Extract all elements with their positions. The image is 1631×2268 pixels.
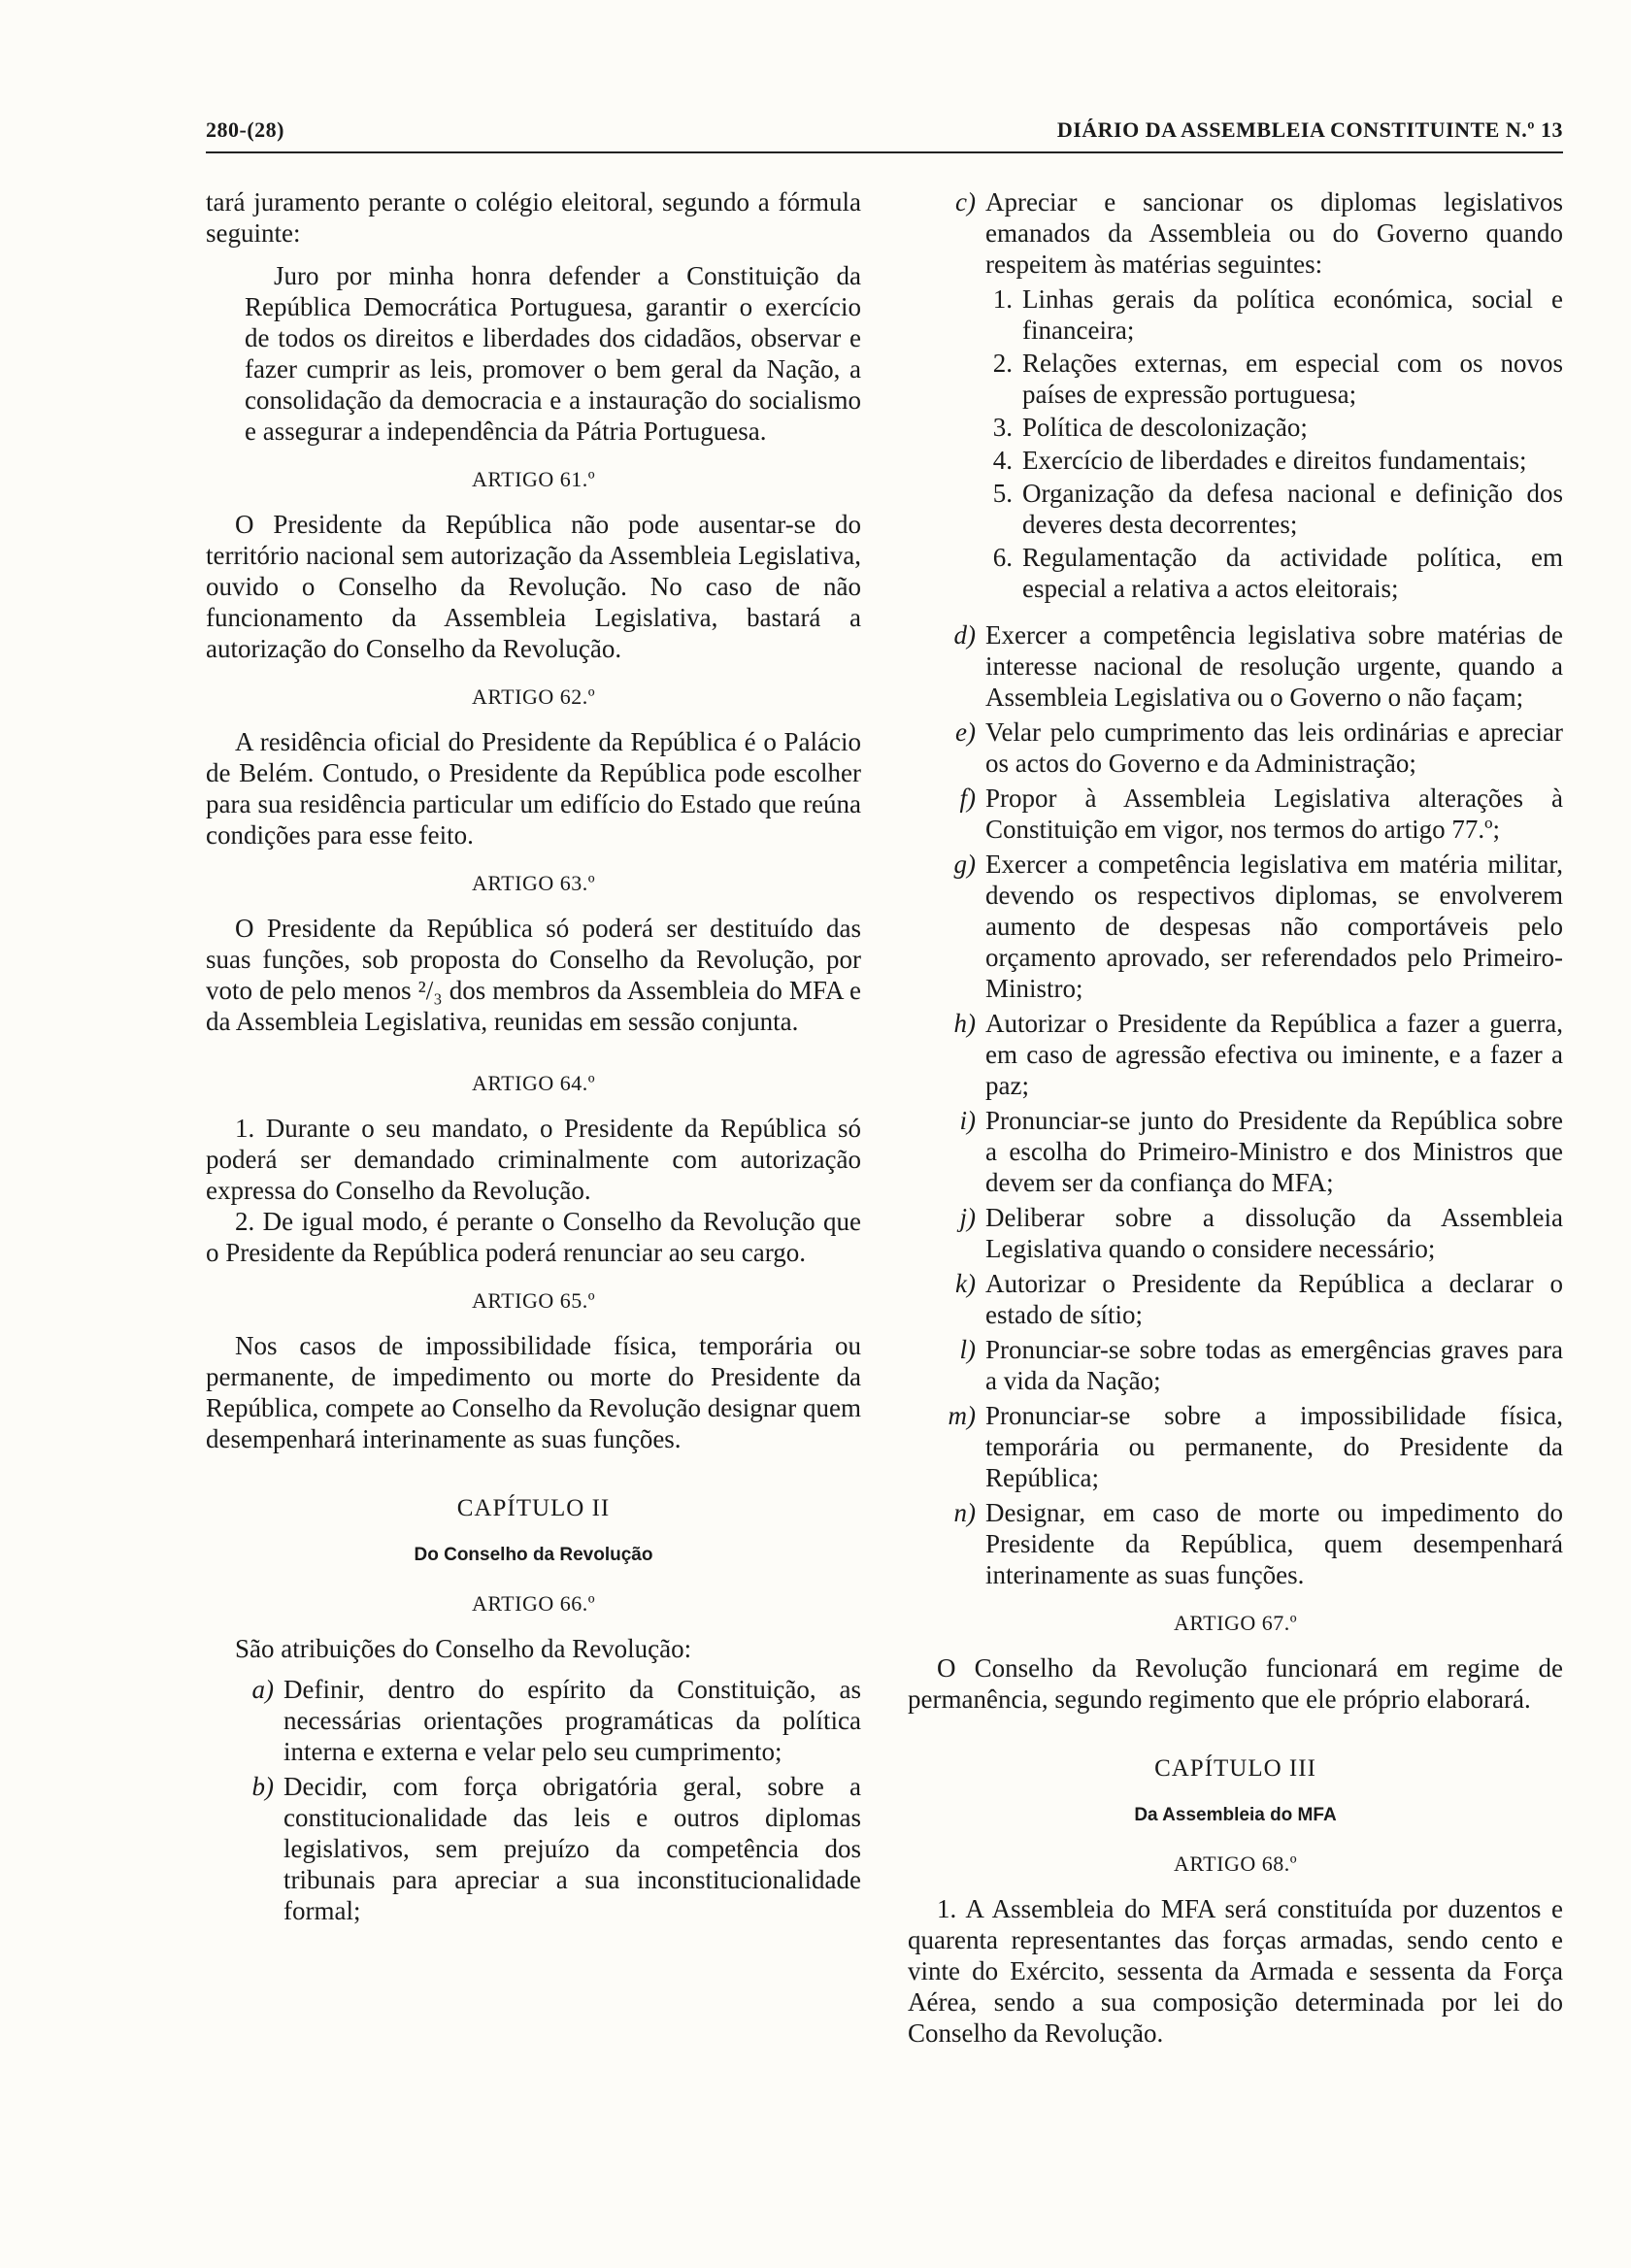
- sub-item-text: Relações externas, em especial com os novos países de expressão portuguesa;: [1022, 349, 1563, 409]
- list-item: [908, 1334, 1563, 1396]
- chapter-3-title: CAPÍTULO III: [1154, 1755, 1316, 1782]
- item-text: Designar, em caso de morte ou impedimento do Presidente da República, quem desempenhará interinamente as suas funções.: [985, 1498, 1563, 1589]
- item-label: h): [953, 1009, 976, 1038]
- publication-title: DIÁRIO DA ASSEMBLEIA CONSTITUINTE N.º 13: [1056, 117, 1563, 142]
- item-label: e): [955, 717, 976, 747]
- list-item: [908, 1400, 1563, 1493]
- list-item: [908, 783, 1563, 845]
- article-67-title: ARTIGO 67.º: [1173, 1611, 1298, 1635]
- sub-item-label: 4.: [992, 446, 1013, 475]
- item-text: Deliberar sobre a dissolução da Assembleia Legislativa quando o considere necessário;: [985, 1203, 1563, 1263]
- list-item: [908, 1105, 1563, 1198]
- item-label: g): [953, 850, 976, 879]
- chapter-2-title: CAPÍTULO II: [456, 1495, 611, 1521]
- article-62-text: A residência oficial do Presidente da República é o Palácio de Belém. Contudo, o Presidente da República pode escolher para sua residência particular um edifício do Estado que reúna condições para esse feito.: [206, 727, 861, 850]
- sub-item-text: Organização da defesa nacional e definição dos deveres desta decorrentes;: [1022, 479, 1563, 539]
- sub-item: [966, 284, 1563, 346]
- list-item: [908, 619, 1563, 713]
- item-label: k): [955, 1269, 976, 1298]
- item-text: Pronunciar-se sobre a impossibilidade física, temporária ou permanente, do Presidente da República;: [985, 1401, 1563, 1492]
- article-63-title: ARTIGO 63.º: [471, 871, 596, 895]
- sub-item-text: Linhas gerais da política económica, social e financeira;: [1022, 284, 1563, 345]
- item-label: l): [959, 1335, 976, 1364]
- oath-paragraph: Juro por minha honra defender a Constituição da República Democrática Portuguesa, garantir o exercício de todos os direitos e liberdades dos cidadãos, observar e fazer cumprir as leis, promover o bem geral da Nação, a consolidação da democracia e a instauração do socialismo e assegurar a independência da Pátria Portuguesa.: [245, 261, 861, 446]
- sub-item: [966, 348, 1563, 410]
- sub-item-label: 1.: [992, 284, 1013, 314]
- item-label: a): [251, 1675, 274, 1704]
- article-62-title: ARTIGO 62.º: [471, 684, 596, 709]
- sub-item-text: Exercício de liberdades e direitos fundamentais;: [1022, 446, 1527, 475]
- item-text: Apreciar e sancionar os diplomas legislativos emanados da Assembleia ou do Governo quando respeitem às matérias seguintes:: [985, 187, 1563, 279]
- item-label: b): [251, 1772, 274, 1801]
- list-item: [908, 1497, 1563, 1590]
- chapter-3-subtitle: Da Assembleia do MFA: [1134, 1805, 1337, 1825]
- article-64-paragraph-2: 2. De igual modo, é perante o Conselho da Revolução que o Presidente da República poderá renunciar ao seu cargo.: [206, 1207, 861, 1267]
- chapter-2-subtitle: Do Conselho da Revolução: [414, 1545, 653, 1565]
- article-67-text: O Conselho da Revolução funcionará em regime de permanência, segundo regimento que ele próprio elaborará.: [908, 1653, 1563, 1714]
- item-text: Decidir, com força obrigatória geral, sobre a constitucionalidade das leis e outros diplomas legislativos, sem prejuízo da competência dos tribunais para apreciar a sua inconstitucionalidade formal;: [283, 1772, 861, 1925]
- columns: [206, 186, 1563, 2049]
- sub-item-label: 2.: [992, 349, 1013, 378]
- list-item: [908, 717, 1563, 779]
- item-text: Autorizar o Presidente da República a fazer a guerra, em caso de agressão efectiva ou iminente, e a fazer a paz;: [985, 1009, 1563, 1100]
- list-item: [206, 1674, 861, 1767]
- item-label: j): [959, 1203, 976, 1232]
- article-68-paragraph-1: 1. A Assembleia do MFA será constituída por duzentos e quarenta representantes das forças armadas, sendo cento e vinte do Exército, sessenta da Armada e sessenta da Força Aérea, sendo a sua composição determinada por lei do Conselho da Revolução.: [908, 1894, 1563, 2048]
- list-item: [908, 186, 1563, 280]
- sub-item: [966, 412, 1563, 443]
- list-item: [206, 1771, 861, 1926]
- list-item: [908, 1202, 1563, 1264]
- item-text: Propor à Assembleia Legislativa alterações à Constituição em vigor, nos termos do artigo 77.º;: [985, 784, 1563, 844]
- item-label: f): [959, 784, 976, 813]
- sub-item: [966, 542, 1563, 604]
- item-text: Pronunciar-se junto do Presidente da República sobre a escolha do Primeiro-Ministro e dos Ministros que devem ser da confiança do MFA;: [985, 1106, 1563, 1197]
- item-label: c): [955, 187, 976, 217]
- item-text: Autorizar o Presidente da República a declarar o estado de sítio;: [985, 1269, 1563, 1329]
- article-68-title: ARTIGO 68.º: [1173, 1851, 1298, 1876]
- article-64-paragraph-1: 1. Durante o seu mandato, o Presidente da República só poderá ser demandado criminalmente com autorização expressa do Conselho da Revolução.: [206, 1114, 861, 1205]
- right-column: [908, 186, 1563, 2049]
- left-column: [206, 186, 861, 2049]
- article-63-text: O Presidente da República só poderá ser destituído das suas funções, sob proposta do Conselho da Revolução, por voto de pelo menos ²/₃ dos membros da Assembleia do MFA e da Assembleia Legislativa, reunidas em sessão conjunta.: [206, 914, 861, 1036]
- item-label: d): [953, 620, 976, 650]
- sub-item: [966, 478, 1563, 540]
- article-65-text: Nos casos de impossibilidade física, temporária ou permanente, de impedimento ou morte do Presidente da República, compete ao Conselho da Revolução designar quem desempenhará interinamente as suas funções.: [206, 1331, 861, 1453]
- article-66-lead: São atribuições do Conselho da Revolução:: [235, 1634, 692, 1663]
- item-text: Definir, dentro do espírito da Constituição, as necessárias orientações programáticas da política interna e externa e velar pelo seu cumprimento;: [283, 1675, 861, 1766]
- article-61-title: ARTIGO 61.º: [471, 467, 596, 491]
- sub-item-label: 6.: [992, 543, 1013, 572]
- article-61-text: O Presidente da República não pode ausentar-se do território nacional sem autorização da Assembleia Legislativa, ouvido o Conselho da Revolução. No caso de não funcionamento da Assembleia Legislativa, bastará a autorização do Conselho da Revolução.: [206, 510, 861, 663]
- list-item: [908, 1268, 1563, 1330]
- intro-paragraph: tará juramento perante o colégio eleitoral, segundo a fórmula seguinte:: [206, 187, 861, 248]
- sub-item-text: Política de descolonização;: [1022, 413, 1308, 442]
- article-66-title: ARTIGO 66.º: [471, 1591, 596, 1616]
- item-text: Exercer a competência legislativa em matéria militar, devendo os respectivos diplomas, se envolverem aumento de despesas não comportáveis pelo orçamento aprovado, ser referendados pelo Primeiro-Ministro;: [985, 850, 1563, 1003]
- item-text: Velar pelo cumprimento das leis ordinárias e apreciar os actos do Governo e da Administração;: [985, 717, 1563, 778]
- list-item: [908, 1008, 1563, 1101]
- item-label: n): [953, 1498, 976, 1527]
- page-number: 280-(28): [206, 117, 284, 142]
- item-label: i): [959, 1106, 976, 1135]
- page-header: [206, 115, 1563, 153]
- item-text: Exercer a competência legislativa sobre matérias de interesse nacional de resolução urgente, quando a Assembleia Legislativa ou o Governo o não façam;: [985, 620, 1563, 712]
- article-64-title: ARTIGO 64.º: [471, 1071, 596, 1095]
- sub-item-text: Regulamentação da actividade política, em especial a relativa a actos eleitorais;: [1022, 543, 1563, 603]
- sub-item-label: 5.: [992, 479, 1013, 508]
- sub-item-label: 3.: [992, 413, 1013, 442]
- item-text: Pronunciar-se sobre todas as emergências graves para a vida da Nação;: [985, 1335, 1563, 1395]
- sub-item: [966, 445, 1563, 476]
- list-item: [908, 849, 1563, 1004]
- item-label: m): [948, 1401, 976, 1430]
- article-65-title: ARTIGO 65.º: [471, 1288, 596, 1313]
